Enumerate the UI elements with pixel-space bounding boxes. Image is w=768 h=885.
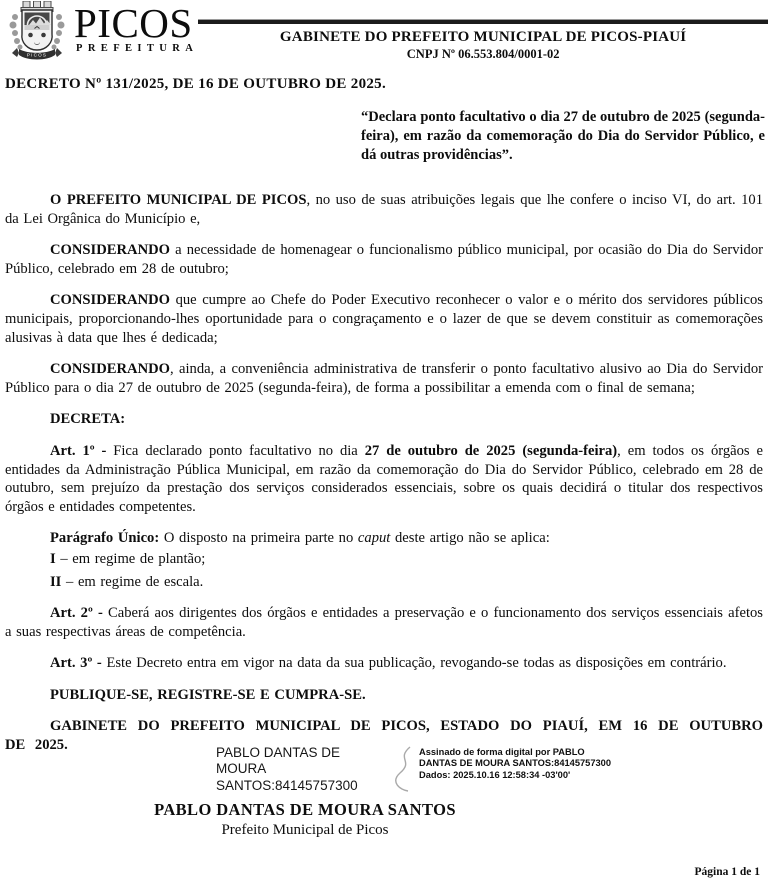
preamble-paragraph [5,191,763,228]
decreta-heading [5,410,763,429]
signer-block [0,800,610,839]
preamble-bold-lead: O PREFEITO MUNICIPAL DE PICOS [50,192,307,208]
preamble-text: , no uso de suas atribuições legais que lhe confere o inciso VI, do art. 101 da Lei Orgânica do Município e, [5,192,763,227]
decree-body [0,191,768,755]
item-2-numeral: II [50,573,62,590]
decreta-label: DECRETA: [50,411,126,428]
signer-name: PABLO DANTAS DE MOURA SANTOS [154,800,456,820]
decree-epigraph: “Declara ponto facultativo o dia 27 de outubro de 2025 (segunda-feira), em razão da comemoração do Dia do Servidor Público, e dá outras providências”. [361,109,765,163]
letterhead [0,0,768,66]
signer-role: Prefeito Municipal de Picos [221,822,389,839]
paragrafo-unico [5,529,763,548]
item-2 [5,573,763,592]
digital-signature-stamp [216,745,768,795]
article-2 [5,604,763,641]
considerando-2 [5,291,763,347]
paragrafo-unico-caput: caput [357,530,391,547]
publish-order [5,686,763,705]
prefeitura-logo [8,0,198,64]
logo-title: PICOS [74,0,193,46]
digital-signature-name: PABLO DANTAS DE MOURA SANTOS:84145757300 [216,744,358,793]
item-1 [5,550,763,569]
article-1 [5,442,763,516]
picos-coat-of-arms-icon [8,1,66,64]
paragrafo-unico-text-a: O disposto na primeira parte no [163,530,358,547]
signature-flourish-icon [392,746,416,794]
publish-order-text: PUBLIQUE-SE, REGISTRE-SE E CUMPRA-SE. [50,686,366,703]
paragrafo-unico-text-b: deste artigo não se aplica: [390,530,550,547]
paragrafo-unico-lead: Parágrafo Único: [50,530,164,547]
article-1-lead: Art. 1º - [50,442,114,459]
letterhead-right [198,19,768,62]
header-divider [198,19,768,24]
logo-subtitle: PREFEITURA [76,43,199,54]
item-2-text: – em regime de escala. [61,573,204,590]
article-1-bold-date: 27 de outubro de 2025 (segunda-feira) [364,442,618,459]
digital-signature-details-line2: Dados: 2025.10.16 12:58:34 -03'00' [419,769,571,780]
page-number: Página 1 de 1 [694,866,760,878]
considerando-2-text: que cumpre ao Chefe do Poder Executivo reconhecer o valor e o mérito dos servidores públicos municipais, proporcionando-lhes oportunidade para o congraçamento e o lazer de que se devem constituir as comemorações alusivas à data que lhes é dedicada; [5,292,763,346]
item-1-text: – em regime de plantão; [55,550,206,567]
office-title: GABINETE DO PREFEITO MUNICIPAL DE PICOS-PIAUÍ [279,29,687,45]
decree-title: DECRETO Nº 131/2025, DE 16 DE OUTUBRO DE 2025. [5,76,387,92]
considerando-3-bold-lead: CONSIDERANDO [50,361,171,378]
considerando-1-bold-lead: CONSIDERANDO [50,242,171,259]
considerando-1 [5,241,763,278]
considerando-3 [5,360,763,397]
article-3 [5,654,763,673]
considerando-3-text: , ainda, a conveniência administrativa de transferir o ponto facultativo alusivo ao Dia do Servidor Público para o dia 27 de outubro de 2025 (segunda-feira), de forma a possibilitar a emenda com o final de semana; [5,361,763,396]
crest-banner-text: PICOS [26,52,48,58]
considerando-2-bold-lead: CONSIDERANDO [50,292,171,309]
article-3-text: Este Decreto entra em vigor na data da sua publicação, revogando-se todas as disposições em contrário. [106,655,727,672]
item-1-numeral: I [50,550,56,567]
digital-signature-details [419,747,615,782]
article-1-text-a: Fica declarado ponto facultativo no dia [113,442,365,459]
logo-wordmark [74,0,199,54]
digital-signature-details-line1: Assinado de forma digital por PABLO DANTAS DE MOURA SANTOS:84145757300 [419,746,612,769]
closing-text: GABINETE DO PREFEITO MUNICIPAL DE PICOS, ESTADO DO PIAUÍ, EM 16 DE OUTUBRO DE 2025. [5,718,763,754]
article-2-lead: Art. 2º - [50,605,108,622]
article-2-text: Caberá aos dirigentes dos órgãos e entidades a preservação e o funcionamento dos serviços essenciais afetos a suas respectivas áreas de competência. [5,605,763,640]
article-3-lead: Art. 3º - [50,655,107,672]
cnpj-line: CNPJ Nº 06.553.804/0001-02 [406,47,560,61]
considerando-1-text: a necessidade de homenagear o funcionalismo público municipal, por ocasião do Dia do Servidor Público, celebrado em 28 de outubro; [5,242,763,277]
article-1-text-b: , em todos os órgãos e entidades da Administração Pública Municipal, em razão da comemoração do Dia do Servidor Público, celebrado em 28 de outubro, sem prejuízo da prestação dos serviços considerados essenciais, sobre os quais decidirá o titular dos respectivos órgãos e entidades competentes. [5,442,763,515]
